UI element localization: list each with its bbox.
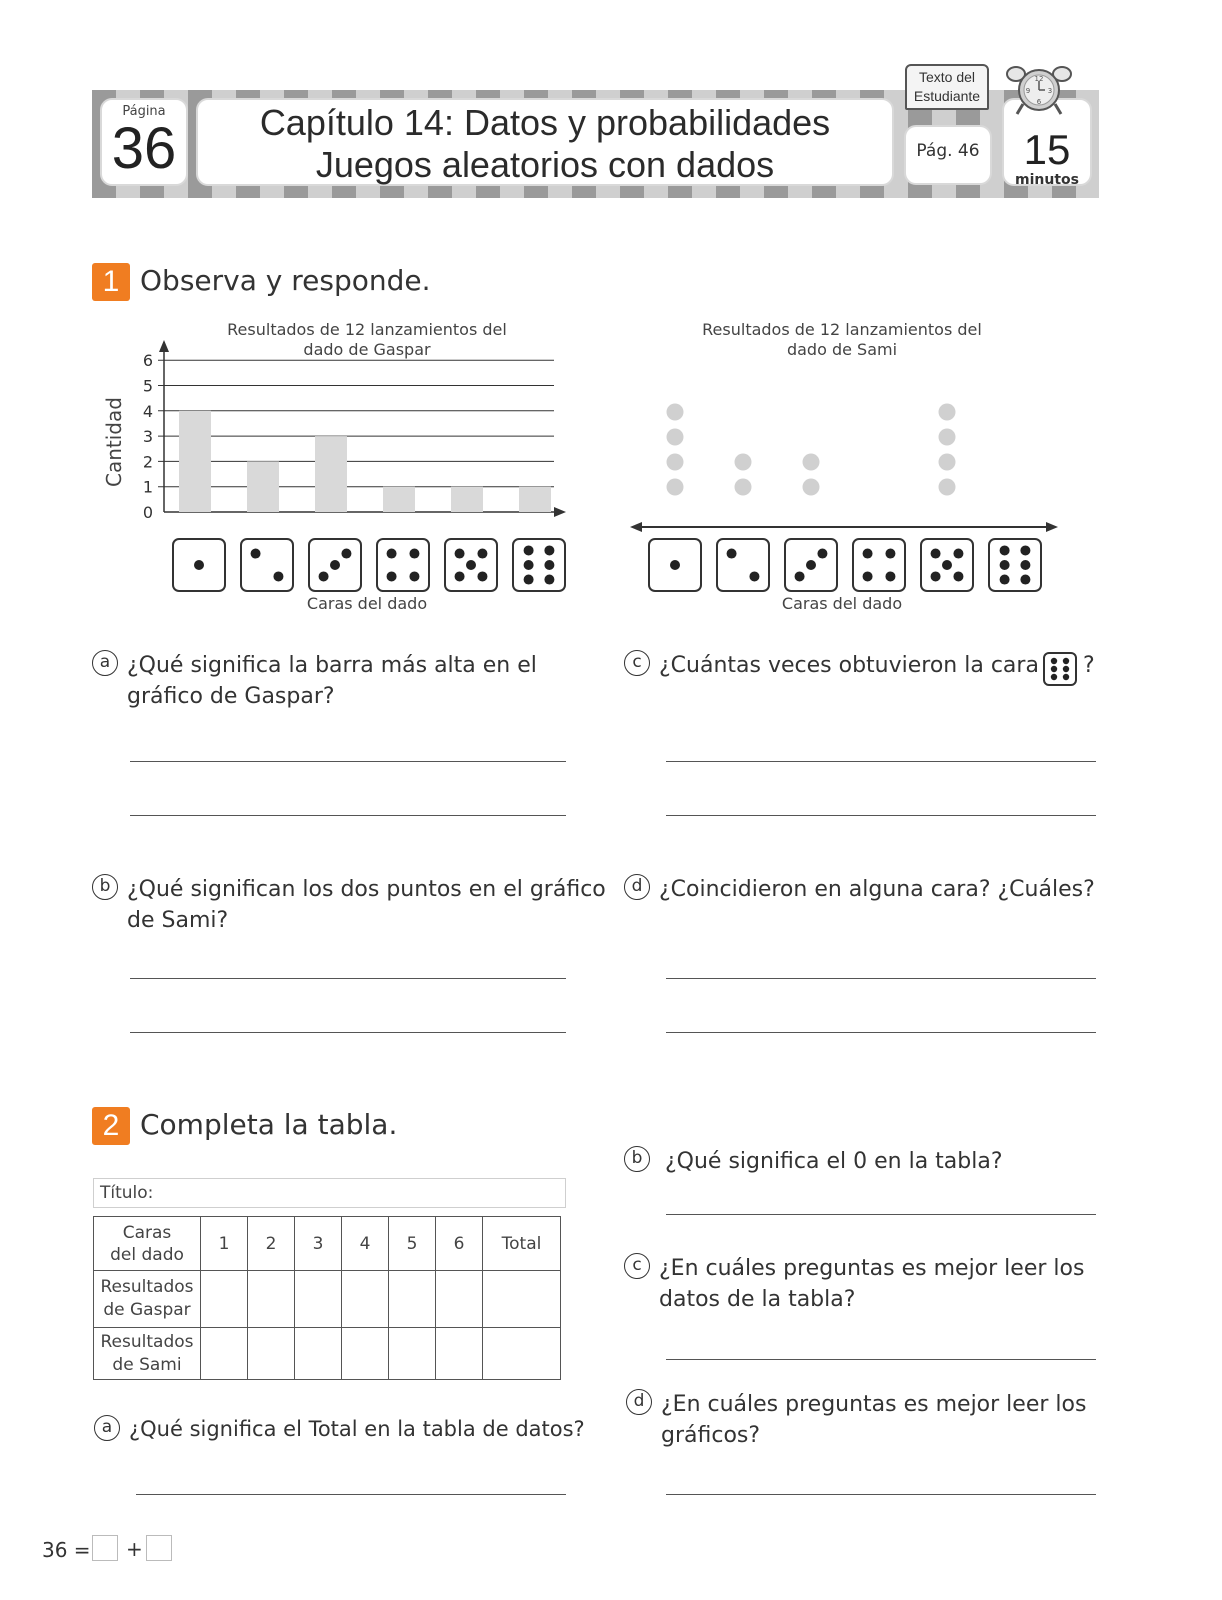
table-col-5: 5 bbox=[389, 1217, 436, 1271]
question-2d-letter: d bbox=[626, 1389, 652, 1415]
bar bbox=[179, 411, 211, 512]
lesson-title: Juegos aleatorios con dados bbox=[315, 144, 775, 185]
table-cell[interactable] bbox=[436, 1271, 483, 1328]
question-1c-text: ¿Cuántas veces obtuvieron la cara bbox=[659, 653, 1039, 678]
bar bbox=[451, 487, 483, 512]
answer-line-1a-1[interactable] bbox=[130, 761, 566, 762]
question-2c-line2: datos de la tabla? bbox=[659, 1287, 856, 1312]
die-face-1-icon bbox=[173, 539, 225, 591]
question-2a-text: ¿Qué significa el Total en la tabla de datos? bbox=[129, 1417, 585, 1441]
question-1a-letter: a bbox=[92, 650, 118, 676]
section-2-number: 2 bbox=[92, 1107, 130, 1145]
textbook-page-reference: Pág. 46 bbox=[916, 141, 980, 161]
footer-equation: 36 = bbox=[42, 1538, 91, 1562]
chapter-title: Capítulo 14: Datos y probabilidades bbox=[259, 102, 831, 143]
question-1b-letter: b bbox=[92, 874, 118, 900]
answer-line-1d-2[interactable] bbox=[666, 1032, 1096, 1033]
alarm-clock-icon bbox=[1006, 60, 1072, 116]
chapter-title-box bbox=[196, 98, 894, 186]
table-row-gaspar-line2: de Gaspar bbox=[103, 1300, 191, 1320]
section-2-title: Completa la tabla. bbox=[140, 1108, 398, 1141]
y-tick-label: 2 bbox=[142, 452, 154, 472]
question-2a-letter: a bbox=[94, 1415, 120, 1441]
table-row-gaspar-label bbox=[94, 1271, 201, 1328]
die-six-icon bbox=[1043, 652, 1077, 686]
book-label-line2: Estudiante bbox=[913, 88, 981, 104]
table-row-gaspar-line1: Resultados bbox=[100, 1277, 194, 1297]
answer-line-1a-2[interactable] bbox=[130, 815, 566, 816]
table-cell[interactable] bbox=[436, 1328, 483, 1380]
bar bbox=[383, 487, 415, 512]
table-col-3: 3 bbox=[295, 1217, 342, 1271]
time-value: 15 bbox=[1023, 126, 1071, 173]
sami-chart-title-line1: Resultados de 12 lanzamientos del bbox=[702, 320, 982, 339]
gaspar-bar-chart bbox=[130, 340, 590, 536]
answer-line-2b[interactable] bbox=[666, 1214, 1096, 1215]
question-2b-letter: b bbox=[624, 1146, 650, 1172]
question-2d-line2: gráficos? bbox=[661, 1423, 761, 1448]
table-cell[interactable] bbox=[342, 1271, 389, 1328]
table-header-caras bbox=[94, 1217, 201, 1271]
gaspar-chart-ylabel: Cantidad bbox=[102, 397, 126, 487]
gaspar-chart-title-line2: dado de Gaspar bbox=[303, 340, 431, 359]
data-point bbox=[939, 479, 956, 496]
table-cell[interactable] bbox=[389, 1328, 436, 1380]
data-table bbox=[93, 1216, 561, 1380]
die-face-3-icon bbox=[785, 539, 837, 591]
x-axis-arrow bbox=[554, 507, 566, 517]
bar bbox=[315, 436, 347, 512]
die-face-3-icon bbox=[309, 539, 361, 591]
bar bbox=[519, 487, 551, 512]
die-face-5-icon bbox=[921, 539, 973, 591]
table-row-sami-label bbox=[94, 1328, 201, 1380]
data-point bbox=[939, 404, 956, 421]
table-cell[interactable] bbox=[295, 1328, 342, 1380]
svg-text:12: 12 bbox=[1034, 75, 1044, 83]
book-label-line1: Texto del bbox=[918, 69, 976, 85]
table-cell[interactable] bbox=[201, 1328, 248, 1380]
question-2d-line1: ¿En cuáles preguntas es mejor leer los bbox=[661, 1392, 1087, 1417]
gaspar-chart-title-line1: Resultados de 12 lanzamientos del bbox=[227, 320, 507, 339]
question-2b-text: ¿Qué significa el 0 en la tabla? bbox=[665, 1149, 1003, 1174]
answer-line-1c-1[interactable] bbox=[666, 761, 1096, 762]
footer-box-2[interactable] bbox=[146, 1535, 172, 1561]
time-unit: minutos bbox=[1015, 172, 1079, 188]
y-tick-label: 0 bbox=[142, 503, 154, 522]
book-icon bbox=[905, 64, 989, 110]
table-cell[interactable] bbox=[201, 1271, 248, 1328]
answer-line-1c-2[interactable] bbox=[666, 815, 1096, 816]
data-point bbox=[939, 454, 956, 471]
table-header-caras-line1: Caras bbox=[122, 1222, 172, 1243]
question-1b-line2: de Sami? bbox=[127, 908, 229, 933]
question-1a-line2: gráfico de Gaspar? bbox=[127, 684, 335, 709]
number-line-left-arrow bbox=[630, 522, 642, 532]
sami-chart-title bbox=[665, 320, 1019, 360]
data-point bbox=[735, 479, 752, 496]
table-row-sami-line1: Resultados bbox=[100, 1331, 194, 1352]
svg-text:6: 6 bbox=[1036, 98, 1042, 106]
table-cell[interactable] bbox=[483, 1328, 561, 1380]
sami-dice-row bbox=[648, 538, 1044, 592]
question-1a-text bbox=[127, 650, 537, 712]
section-1-number: 1 bbox=[92, 263, 130, 301]
die-face-2-icon bbox=[717, 539, 769, 591]
question-2c-line1: ¿En cuáles preguntas es mejor leer los bbox=[659, 1256, 1085, 1281]
data-point bbox=[803, 454, 820, 471]
svg-text:9: 9 bbox=[1025, 87, 1031, 95]
y-tick-label: 3 bbox=[142, 427, 154, 447]
question-1c-suffix: ? bbox=[1083, 653, 1095, 678]
y-axis-arrow bbox=[159, 340, 169, 352]
section-1-title: Observa y responde. bbox=[140, 264, 431, 297]
gaspar-dice-row bbox=[172, 538, 568, 592]
table-col-4: 4 bbox=[342, 1217, 389, 1271]
answer-line-2d[interactable] bbox=[666, 1494, 1096, 1495]
question-2d-text bbox=[661, 1389, 1086, 1451]
table-cell[interactable] bbox=[248, 1328, 295, 1380]
table-title-field[interactable] bbox=[93, 1178, 566, 1208]
table-col-6: 6 bbox=[436, 1217, 483, 1271]
footer-plus: + bbox=[126, 1537, 143, 1561]
die-face-6-icon bbox=[989, 539, 1041, 591]
data-point bbox=[939, 429, 956, 446]
answer-line-1b-2[interactable] bbox=[130, 1032, 566, 1033]
table-header-caras-line2: del dado bbox=[110, 1244, 184, 1265]
die-face-6-icon bbox=[513, 539, 565, 591]
y-tick-label: 5 bbox=[142, 376, 154, 396]
question-1d-letter: d bbox=[624, 874, 650, 900]
table-cell[interactable] bbox=[248, 1271, 295, 1328]
svg-text:3: 3 bbox=[1047, 87, 1053, 95]
page-number-box bbox=[100, 98, 188, 186]
data-point bbox=[667, 429, 684, 446]
y-tick-label: 1 bbox=[142, 477, 154, 497]
die-face-2-icon bbox=[241, 539, 293, 591]
answer-line-2c[interactable] bbox=[666, 1359, 1096, 1360]
table-cell[interactable] bbox=[342, 1328, 389, 1380]
table-row-gaspar bbox=[94, 1271, 561, 1328]
data-point bbox=[735, 454, 752, 471]
page-number: 36 bbox=[111, 116, 177, 181]
table-col-2: 2 bbox=[248, 1217, 295, 1271]
question-1c-letter: c bbox=[624, 650, 650, 676]
question-1b-text bbox=[127, 874, 606, 936]
y-tick-label: 4 bbox=[142, 401, 154, 421]
question-1d-text: ¿Coincidieron en alguna cara? ¿Cuáles? bbox=[659, 877, 1095, 902]
table-title-label: Título: bbox=[100, 1183, 154, 1203]
die-face-4-icon bbox=[853, 539, 905, 591]
die-face-1-icon bbox=[649, 539, 701, 591]
sami-chart-title-line2: dado de Sami bbox=[786, 340, 898, 359]
data-point bbox=[667, 454, 684, 471]
answer-line-2a[interactable] bbox=[136, 1494, 566, 1495]
question-2c-text bbox=[659, 1253, 1084, 1315]
die-face-5-icon bbox=[445, 539, 497, 591]
table-cell[interactable] bbox=[389, 1271, 436, 1328]
sami-dot-plot bbox=[630, 400, 1060, 536]
footer-box-1[interactable] bbox=[92, 1535, 118, 1561]
data-point bbox=[667, 404, 684, 421]
table-row-sami bbox=[94, 1328, 561, 1380]
table-header-row bbox=[94, 1217, 561, 1271]
table-row-sami-line2: de Sami bbox=[112, 1354, 182, 1375]
y-tick-label: 6 bbox=[142, 351, 154, 371]
answer-line-1b-1[interactable] bbox=[130, 978, 566, 979]
question-2c-letter: c bbox=[624, 1253, 650, 1279]
textbook-reference-box bbox=[904, 125, 992, 185]
gaspar-chart-xlabel: Caras del dado bbox=[306, 594, 428, 613]
data-point bbox=[803, 479, 820, 496]
data-point bbox=[667, 479, 684, 496]
question-1b-line1: ¿Qué significan los dos puntos en el gráfico bbox=[127, 877, 606, 902]
sami-chart-xlabel: Caras del dado bbox=[781, 594, 903, 613]
number-line-right-arrow bbox=[1046, 522, 1058, 532]
table-cell[interactable] bbox=[483, 1271, 561, 1328]
bar bbox=[247, 461, 279, 512]
table-cell[interactable] bbox=[295, 1271, 342, 1328]
table-col-total: Total bbox=[483, 1217, 561, 1271]
page-label: Página bbox=[122, 104, 166, 119]
table-col-1: 1 bbox=[201, 1217, 248, 1271]
answer-line-1d-1[interactable] bbox=[666, 978, 1096, 979]
die-face-4-icon bbox=[377, 539, 429, 591]
question-1a-line1: ¿Qué significa la barra más alta en el bbox=[127, 653, 537, 678]
